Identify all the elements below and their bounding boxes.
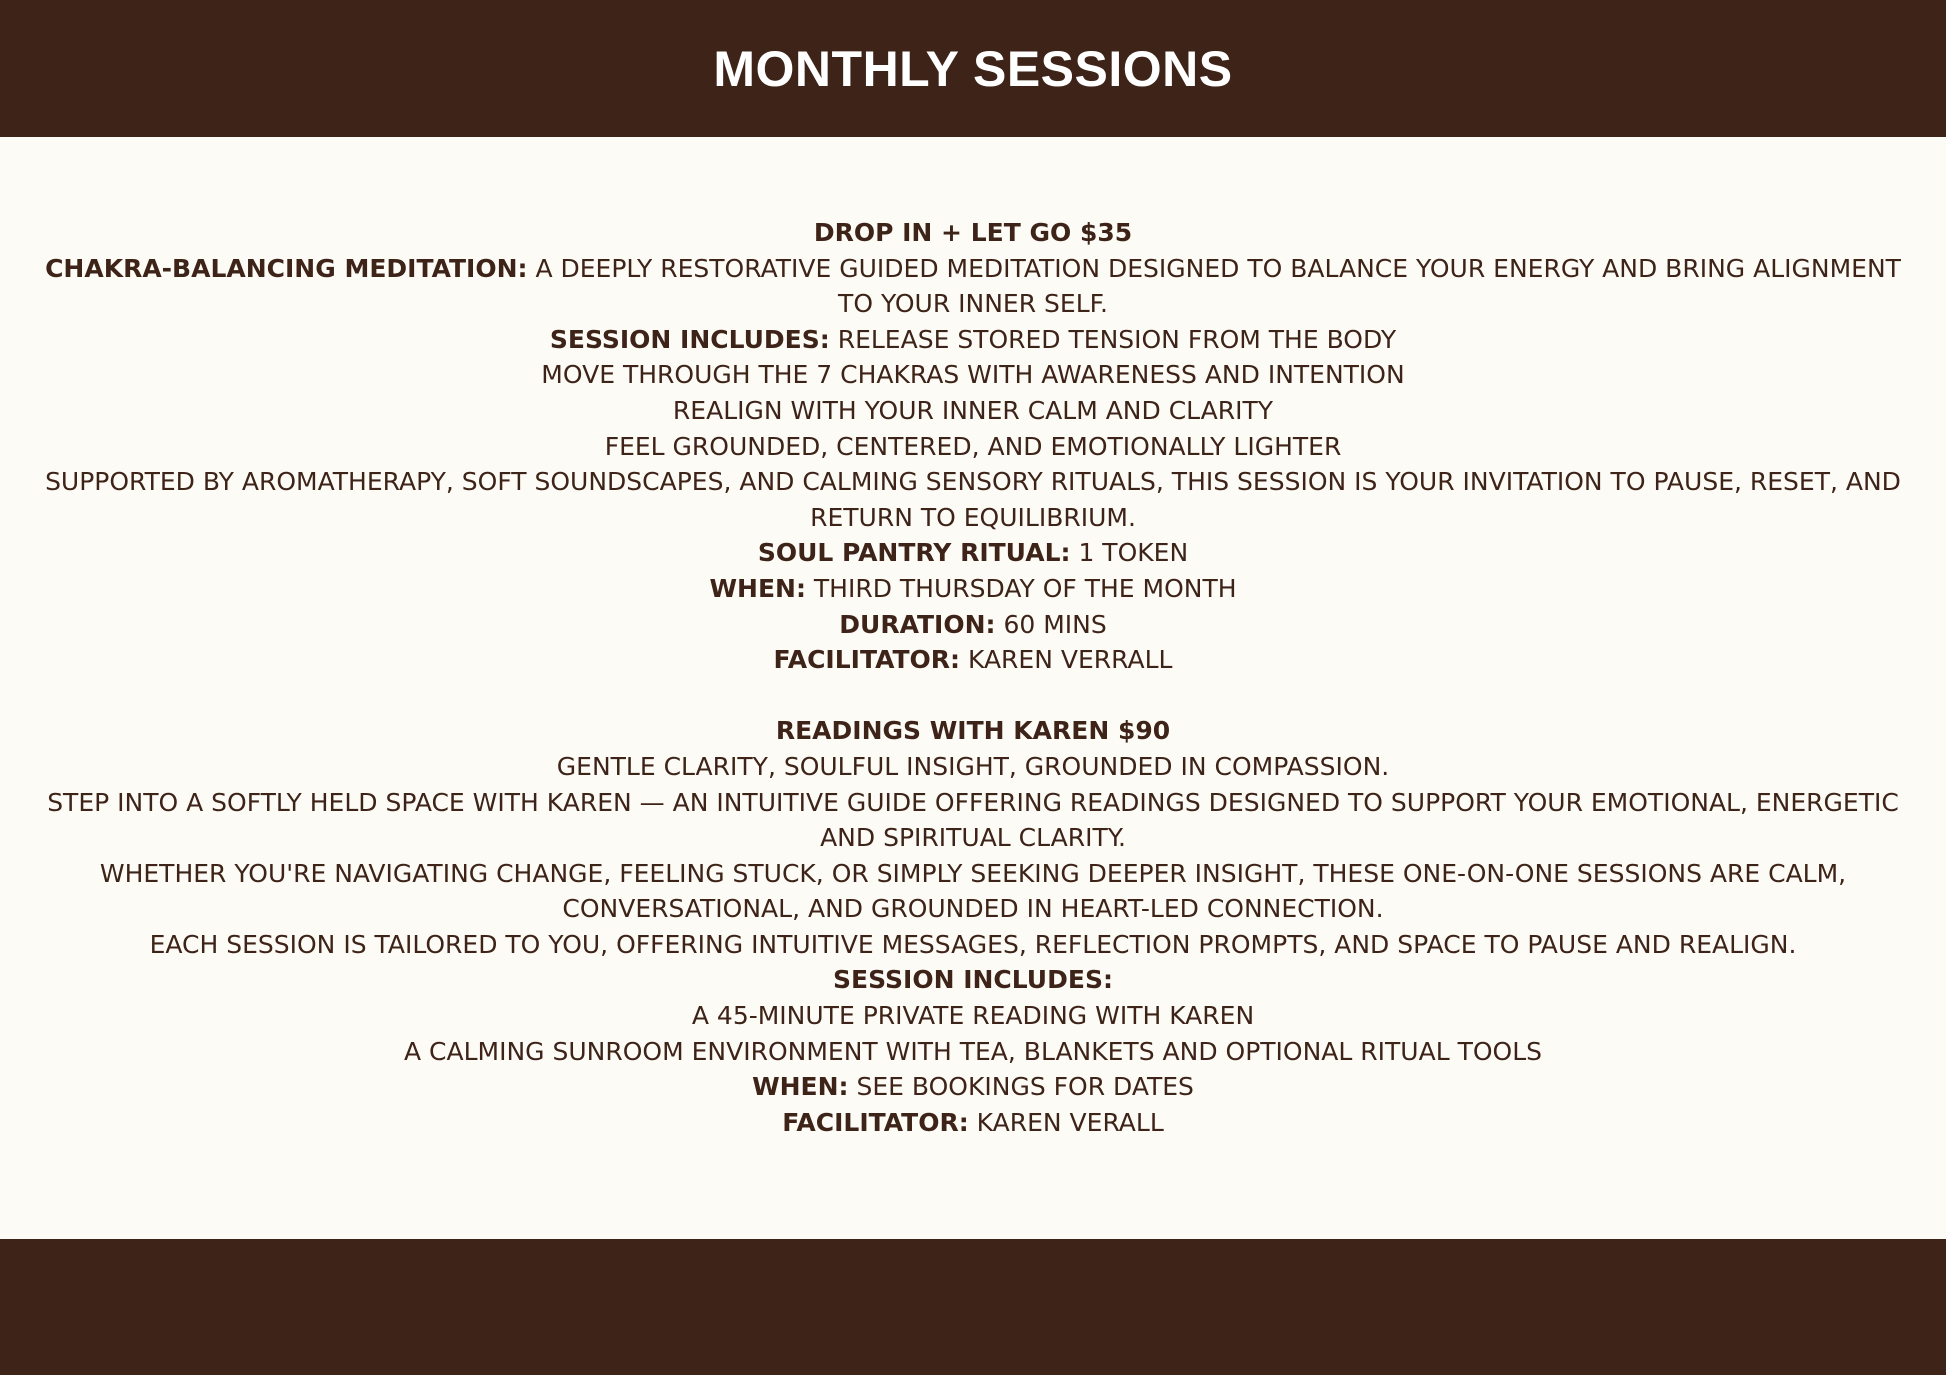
when-line bbox=[0, 571, 1946, 607]
header-band bbox=[0, 0, 1946, 137]
section-spacer bbox=[0, 678, 1946, 714]
whether-text: WHETHER YOU'RE NAVIGATING CHANGE, FEELING STUCK, OR SIMPLY SEEKING DEEPER INSIGHT, THESE ONE-ON-ONE SESSIONS ARE CALM, CONVERSATIONAL, AND GROUNDED IN HEART-LED CONNECTION. bbox=[99, 858, 1847, 924]
facilitator-line bbox=[0, 642, 1946, 678]
facilitator-label: FACILITATOR: bbox=[782, 1107, 969, 1137]
when-label: WHEN: bbox=[752, 1072, 849, 1102]
when-value: SEE BOOKINGS FOR DATES bbox=[848, 1072, 1194, 1102]
facilitator-value: KAREN VERALL bbox=[968, 1107, 1164, 1137]
ritual-value: 1 TOKEN bbox=[1070, 538, 1189, 568]
includes-item: REALIGN WITH YOUR INNER CALM AND CLARITY bbox=[672, 395, 1274, 425]
includes-label: SESSION INCLUDES: bbox=[549, 324, 830, 354]
ritual-line bbox=[0, 535, 1946, 571]
duration-value: 60 MINS bbox=[995, 609, 1107, 639]
when-label: WHEN: bbox=[709, 573, 806, 603]
includes-item: MOVE THROUGH THE 7 CHAKRAS WITH AWARENESS AND INTENTION bbox=[541, 360, 1405, 390]
support-text: SUPPORTED BY AROMATHERAPY, SOFT SOUNDSCAPES, AND CALMING SENSORY RITUALS, THIS SESSION IS YOUR INVITATION TO PAUSE, RESET, AND RETURN TO EQUILIBRIUM. bbox=[45, 467, 1901, 532]
duration-line bbox=[0, 607, 1946, 643]
ritual-label: SOUL PANTRY RITUAL: bbox=[757, 538, 1071, 568]
facilitator-line bbox=[0, 1105, 1946, 1141]
page-title: MONTHLY SESSIONS bbox=[713, 40, 1233, 97]
session-title: DROP IN + LET GO $35 bbox=[813, 218, 1133, 247]
when-line bbox=[0, 1069, 1946, 1105]
tailored-text: EACH SESSION IS TAILORED TO YOU, OFFERING INTUITIVE MESSAGES, REFLECTION PROMPTS, AND SPACE TO PAUSE AND REALIGN. bbox=[149, 929, 1797, 959]
session-title: READINGS WITH KAREN $90 bbox=[775, 716, 1171, 746]
facilitator-label: FACILITATOR: bbox=[773, 645, 961, 675]
includes-item: A CALMING SUNROOM ENVIRONMENT WITH TEA, BLANKETS AND OPTIONAL RITUAL TOOLS bbox=[404, 1036, 1542, 1066]
session-drop-in bbox=[0, 215, 1946, 678]
session-readings bbox=[0, 713, 1946, 1140]
includes-item: A 45-MINUTE PRIVATE READING WITH KAREN bbox=[691, 1001, 1255, 1031]
when-value: THIRD THURSDAY OF THE MONTH bbox=[805, 573, 1237, 603]
facilitator-value: KAREN VERRALL bbox=[960, 645, 1173, 675]
footer-band bbox=[0, 1239, 1946, 1377]
intro-text: STEP INTO A SOFTLY HELD SPACE WITH KAREN — AN INTUITIVE GUIDE OFFERING READINGS DESIGNED TO SUPPORT YOUR EMOTIONAL, ENERGETIC AND SPIRITUAL CLARITY. bbox=[47, 787, 1899, 853]
includes-first-item: RELEASE STORED TENSION FROM THE BODY bbox=[829, 324, 1397, 354]
duration-label: DURATION: bbox=[839, 609, 996, 639]
includes-line bbox=[0, 322, 1946, 358]
tagline: GENTLE CLARITY, SOULFUL INSIGHT, GROUNDED IN COMPASSION. bbox=[556, 751, 1390, 781]
meditation-label: CHAKRA-BALANCING MEDITATION: bbox=[45, 253, 528, 283]
sessions-content bbox=[0, 137, 1946, 1239]
includes-item: FEEL GROUNDED, CENTERED, AND EMOTIONALLY LIGHTER bbox=[604, 431, 1342, 461]
meditation-description bbox=[0, 251, 1946, 322]
meditation-text: A DEEPLY RESTORATIVE GUIDED MEDITATION DESIGNED TO BALANCE YOUR ENERGY AND BRING ALIGNMENT TO YOUR INNER SELF. bbox=[527, 253, 1901, 319]
includes-label: SESSION INCLUDES: bbox=[833, 965, 1113, 995]
